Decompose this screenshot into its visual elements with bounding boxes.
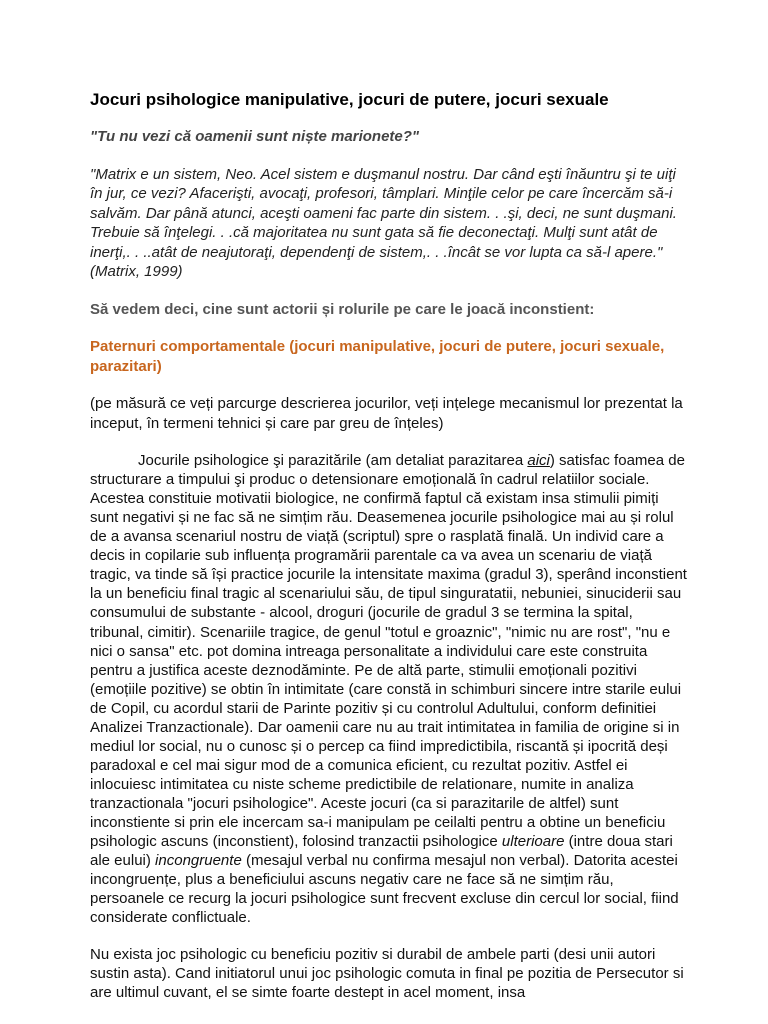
aici-link[interactable]: aici <box>527 452 550 470</box>
para1-emphasis-2: incongruente <box>155 852 242 870</box>
section-heading: Paternuri comportamentale (jocuri manipulative, jocuri de putere, jocuri sexuale, parazitari) <box>90 338 665 375</box>
document-content <box>90 89 688 1020</box>
para1-part-a: Jocurile psihologice şi parazitările (am detaliat parazitarea <box>138 452 528 470</box>
para1-part-d: (mesajul verbal nu confirma mesajul non verbal). Datorita acestei incongruențe, plus a beneficiului ascuns negativ care ne face să ne simțim rău, persoanele ce recurg la jocuri psihologice sunt frecvent excluse din cercul lor social, fiind considerate conflictuale. <box>90 852 679 927</box>
matrix-quote: "Matrix e un sistem, Neo. Acel sistem e duşmanul nostru. Dar când eşti înăuntru şi te uiţi în jur, ce vezi? Afacerişti, avocaţi, profesori, tâmplari. Minţile celor pe care încercăm să-i salvăm. Dar până atunci, aceşti oameni fac parte din sistem. . .şi, deci, ne sunt duşmani. Trebuie să înţelegi. . .că majoritatea nu sunt gata să fie deconectaţi. Mulţi sunt atât de inerţi,. . ..atât de neajutoraţi, dependenţi de sistem,. . .încât se vor lupta ca să-l apere." (Matrix, 1999) <box>90 165 677 281</box>
subtitle-quote: "Tu nu vezi că oamenii sunt niște marionete?" <box>90 128 420 146</box>
para1-emphasis-1: ulterioare <box>501 833 565 851</box>
para1-part-c: (intre doua stari ale eului) <box>90 833 673 870</box>
lead-paragraph: Să vedem deci, cine sunt actorii și rolurile pe care le joacă inconstient: <box>90 300 595 318</box>
body-paragraph-1 <box>90 451 688 927</box>
page-title: Jocuri psihologice manipulative, jocuri de putere, jocuri sexuale <box>90 90 609 109</box>
note-paragraph: (pe măsură ce veți parcurge descrierea jocurilor, veți ințelege mecanismul lor prezentat la inceput, în termeni tehnici și care par greu de înțeles) <box>90 395 683 432</box>
body-paragraph-2: Nu exista joc psihologic cu beneficiu pozitiv si durabil de ambele parti (desi unii autori sustin asta). Cand initiatorul unui joc psihologic comuta in final pe pozitia de Persecutor si are ultimul cuvant, el se simte foarte destept in acel moment, insa <box>90 946 684 1002</box>
para1-part-b: ) satisfac foamea de structurare a timpului şi produc o detensionare emoțională în cadrul relatiilor sociale. Acestea constituie motivatii biologice, ne confirmă faptul că existam insa stimulii pimiți sunt negativi și ne fac să ne simțim rău. Deasemenea jocurile psihologice mai au și rolul de a avansa scenariul nostru de viață (scriptul) spre o rasplată finală. Un individ care a decis in copilarie sub influența programării parentale ca va avea un scenariu de viață tragic, va tinde să își practice jocurile la intensitate maxima (gradul 3), sperând inconstient la un beneficiu final tragic al scenariului său, de tipul singuratatii, nebuniei, sinuciderii sau consumului de substante - alcool, droguri (jocurile de gradul 3 se termina la spital, tribunal, cimitir). Scenariile tragice, de genul "totul e groaznic", "nimic nu are rost", "nu e nici o sansa" etc. pot domina intreaga personalitate a individului care este construita pentru a justifica aceste deznodăminte. Pe de altă parte, stimulii emoționali pozitivi (emoțiile pozitive) se obtin în intimitate (care constă in schimburi sincere intre starile eului de Copil, cu acordul starii de Parinte pozitiv și cu controlul Adultului, conform definitiei Analizei Tranzactionale). Dar oamenii care nu au trait intimitatea in familia de origine si in mediul lor social, nu o cunosc și o percep ca fiind impredictibila, riscantă și ipocrită deși paradoxal e cel mai sigur mod de a comunica eficient, cu rezultat pozitiv. Astfel ei inlocuiesc intimitatea cu niste scheme predictibile de relationare, numite in analiza tranzactionala "jocuri psihologice". Aceste jocuri (ca si parazitarile de altfel) sunt inconstiente si prin ele incercam sa-i manipulam pe ceilalti pentru a obtine un beneficiu psihologic ascuns (inconstient), folosind tranzactii psihologice <box>90 452 687 851</box>
